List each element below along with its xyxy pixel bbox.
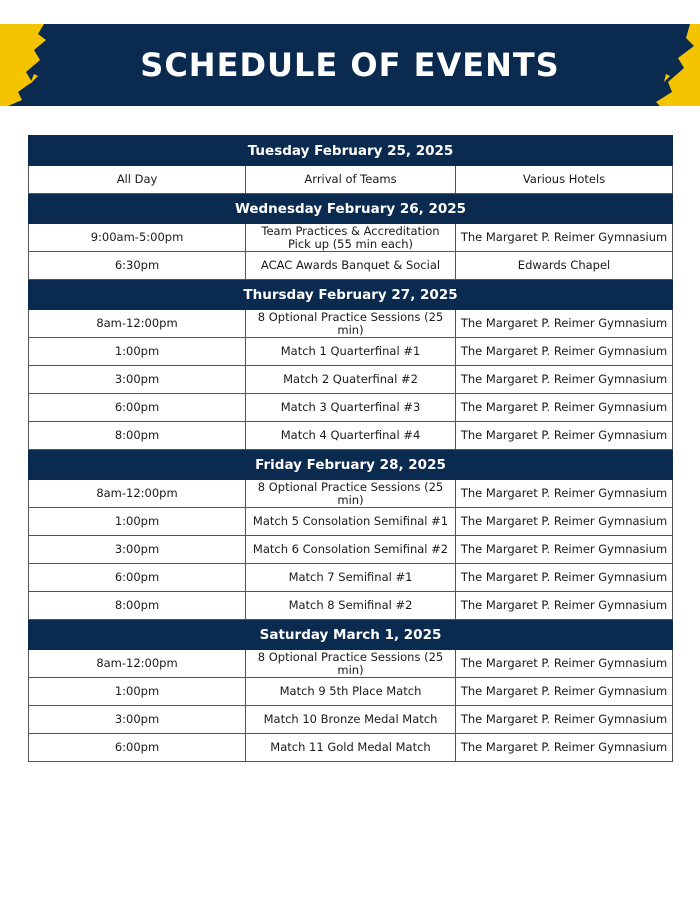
event-row [29, 366, 673, 394]
event-time: 1:00pm [29, 338, 246, 366]
event-row [29, 338, 673, 366]
event-location: The Margaret P. Reimer Gymnasium [456, 338, 673, 366]
event-row [29, 394, 673, 422]
event-location: The Margaret P. Reimer Gymnasium [456, 678, 673, 706]
event-location: The Margaret P. Reimer Gymnasium [456, 422, 673, 450]
event-row [29, 166, 673, 194]
event-row [29, 592, 673, 620]
event-name: Match 10 Bronze Medal Match [246, 706, 456, 734]
event-row [29, 310, 673, 338]
page-title: SCHEDULE OF EVENTS [140, 46, 560, 84]
event-location: Various Hotels [456, 166, 673, 194]
schedule-table [28, 135, 673, 762]
event-name: Match 8 Semifinal #2 [246, 592, 456, 620]
event-row [29, 706, 673, 734]
event-row [29, 536, 673, 564]
event-time: 8am-12:00pm [29, 480, 246, 508]
day-date: Tuesday February 25, 2025 [29, 136, 673, 166]
event-time: 3:00pm [29, 366, 246, 394]
event-name: Match 4 Quarterfinal #4 [246, 422, 456, 450]
event-name: Match 11 Gold Medal Match [246, 734, 456, 762]
event-name: Arrival of Teams [246, 166, 456, 194]
event-time: 8am-12:00pm [29, 650, 246, 678]
event-location: The Margaret P. Reimer Gymnasium [456, 536, 673, 564]
day-header-row [29, 194, 673, 224]
event-location: The Margaret P. Reimer Gymnasium [456, 706, 673, 734]
event-location: The Margaret P. Reimer Gymnasium [456, 592, 673, 620]
event-name: Match 5 Consolation Semifinal #1 [246, 508, 456, 536]
event-row [29, 734, 673, 762]
event-location: The Margaret P. Reimer Gymnasium [456, 564, 673, 592]
event-time: 3:00pm [29, 706, 246, 734]
event-time: 6:00pm [29, 564, 246, 592]
event-name: 8 Optional Practice Sessions (25 min) [246, 480, 456, 508]
event-row [29, 508, 673, 536]
event-location: The Margaret P. Reimer Gymnasium [456, 366, 673, 394]
event-name: Match 9 5th Place Match [246, 678, 456, 706]
event-row [29, 480, 673, 508]
event-name: Match 7 Semifinal #1 [246, 564, 456, 592]
event-location: The Margaret P. Reimer Gymnasium [456, 310, 673, 338]
event-location: The Margaret P. Reimer Gymnasium [456, 734, 673, 762]
day-date: Friday February 28, 2025 [29, 450, 673, 480]
day-date: Saturday March 1, 2025 [29, 620, 673, 650]
event-name: ACAC Awards Banquet & Social [246, 252, 456, 280]
event-time: 1:00pm [29, 678, 246, 706]
event-location: Edwards Chapel [456, 252, 673, 280]
event-location: The Margaret P. Reimer Gymnasium [456, 480, 673, 508]
event-time: All Day [29, 166, 246, 194]
event-time: 6:30pm [29, 252, 246, 280]
event-name: Match 6 Consolation Semifinal #2 [246, 536, 456, 564]
event-time: 9:00am-5:00pm [29, 224, 246, 252]
event-location: The Margaret P. Reimer Gymnasium [456, 508, 673, 536]
event-time: 3:00pm [29, 536, 246, 564]
event-time: 8:00pm [29, 592, 246, 620]
event-row [29, 564, 673, 592]
event-time: 1:00pm [29, 508, 246, 536]
event-row [29, 422, 673, 450]
event-row [29, 678, 673, 706]
day-header-row [29, 136, 673, 166]
event-name: 8 Optional Practice Sessions (25 min) [246, 650, 456, 678]
day-date: Thursday February 27, 2025 [29, 280, 673, 310]
day-header-row [29, 620, 673, 650]
day-header-row [29, 280, 673, 310]
event-location: The Margaret P. Reimer Gymnasium [456, 224, 673, 252]
event-time: 6:00pm [29, 734, 246, 762]
event-row [29, 224, 673, 252]
event-time: 8am-12:00pm [29, 310, 246, 338]
event-name: Match 2 Quaterfinal #2 [246, 366, 456, 394]
event-name: Team Practices & Accreditation Pick up (55 min each) [246, 224, 456, 252]
event-name: 8 Optional Practice Sessions (25 min) [246, 310, 456, 338]
event-location: The Margaret P. Reimer Gymnasium [456, 394, 673, 422]
event-name: Match 3 Quarterfinal #3 [246, 394, 456, 422]
event-time: 8:00pm [29, 422, 246, 450]
event-row [29, 650, 673, 678]
day-header-row [29, 450, 673, 480]
event-name: Match 1 Quarterfinal #1 [246, 338, 456, 366]
title-banner [0, 24, 700, 106]
day-date: Wednesday February 26, 2025 [29, 194, 673, 224]
event-time: 6:00pm [29, 394, 246, 422]
event-location: The Margaret P. Reimer Gymnasium [456, 650, 673, 678]
event-row [29, 252, 673, 280]
